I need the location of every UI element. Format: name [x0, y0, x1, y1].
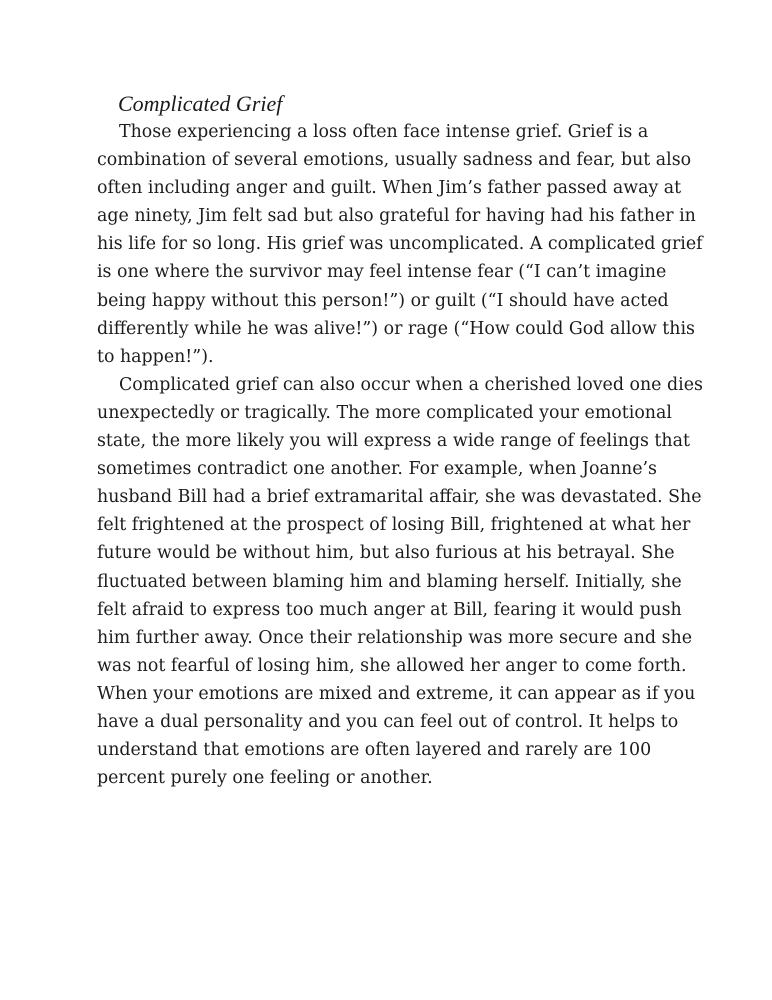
text-line: have a dual personality and you can feel out of control. It helps to — [97, 711, 679, 732]
text-line: him further away. Once their relationship was more secure and she — [97, 627, 692, 648]
paragraph-complicated-grief-example — [97, 371, 703, 792]
text-line: being happy without this person!”) or guilt (“I should have acted — [97, 290, 669, 311]
text-line: percent purely one feeling or another. — [97, 768, 433, 789]
text-line: unexpectedly or tragically. The more complicated your emotional — [97, 402, 672, 423]
text-line: often including anger and guilt. When Jim’s father passed away at — [97, 178, 682, 199]
text-line: Complicated grief can also occur when a cherished loved one dies — [119, 374, 703, 395]
text-line: combination of several emotions, usually sadness and fear, but also — [97, 150, 692, 171]
section-heading: Complicated Grief — [118, 91, 283, 116]
text-line: was not fearful of losing him, she allowed her anger to come forth. — [97, 655, 687, 676]
body-text — [97, 90, 703, 792]
text-line: future would be without him, but also furious at his betrayal. She — [97, 543, 675, 564]
text-line: Those experiencing a loss often face intense grief. Grief is a — [119, 122, 649, 142]
text-line: to happen!”). — [97, 346, 214, 367]
text-line: sometimes contradict one another. For example, when Joanne’s — [97, 459, 657, 480]
text-line: husband Bill had a brief extramarital affair, she was devastated. She — [97, 487, 702, 508]
text-line: felt afraid to express too much anger at Bill, fearing it would push — [97, 599, 682, 620]
text-line: state, the more likely you will express a wide range of feelings that — [97, 431, 690, 452]
text-line: age ninety, Jim felt sad but also grateful for having had his father in — [97, 206, 696, 227]
text-line: differently while he was alive!”) or rage (“How could God allow this — [97, 318, 695, 339]
text-line: When your emotions are mixed and extreme, it can appear as if you — [97, 683, 696, 704]
text-line: is one where the survivor may feel intense fear (“I can’t imagine — [97, 262, 667, 283]
text-line: fluctuated between blaming him and blaming herself. Initially, she — [97, 571, 682, 592]
paragraph-complicated-grief-intro — [97, 118, 703, 371]
text-line: his life for so long. His grief was uncomplicated. A complicated grief — [97, 234, 703, 255]
text-line: felt frightened at the prospect of losing Bill, frightened at what her — [97, 515, 691, 536]
text-line: understand that emotions are often layered and rarely are 100 — [97, 740, 652, 761]
